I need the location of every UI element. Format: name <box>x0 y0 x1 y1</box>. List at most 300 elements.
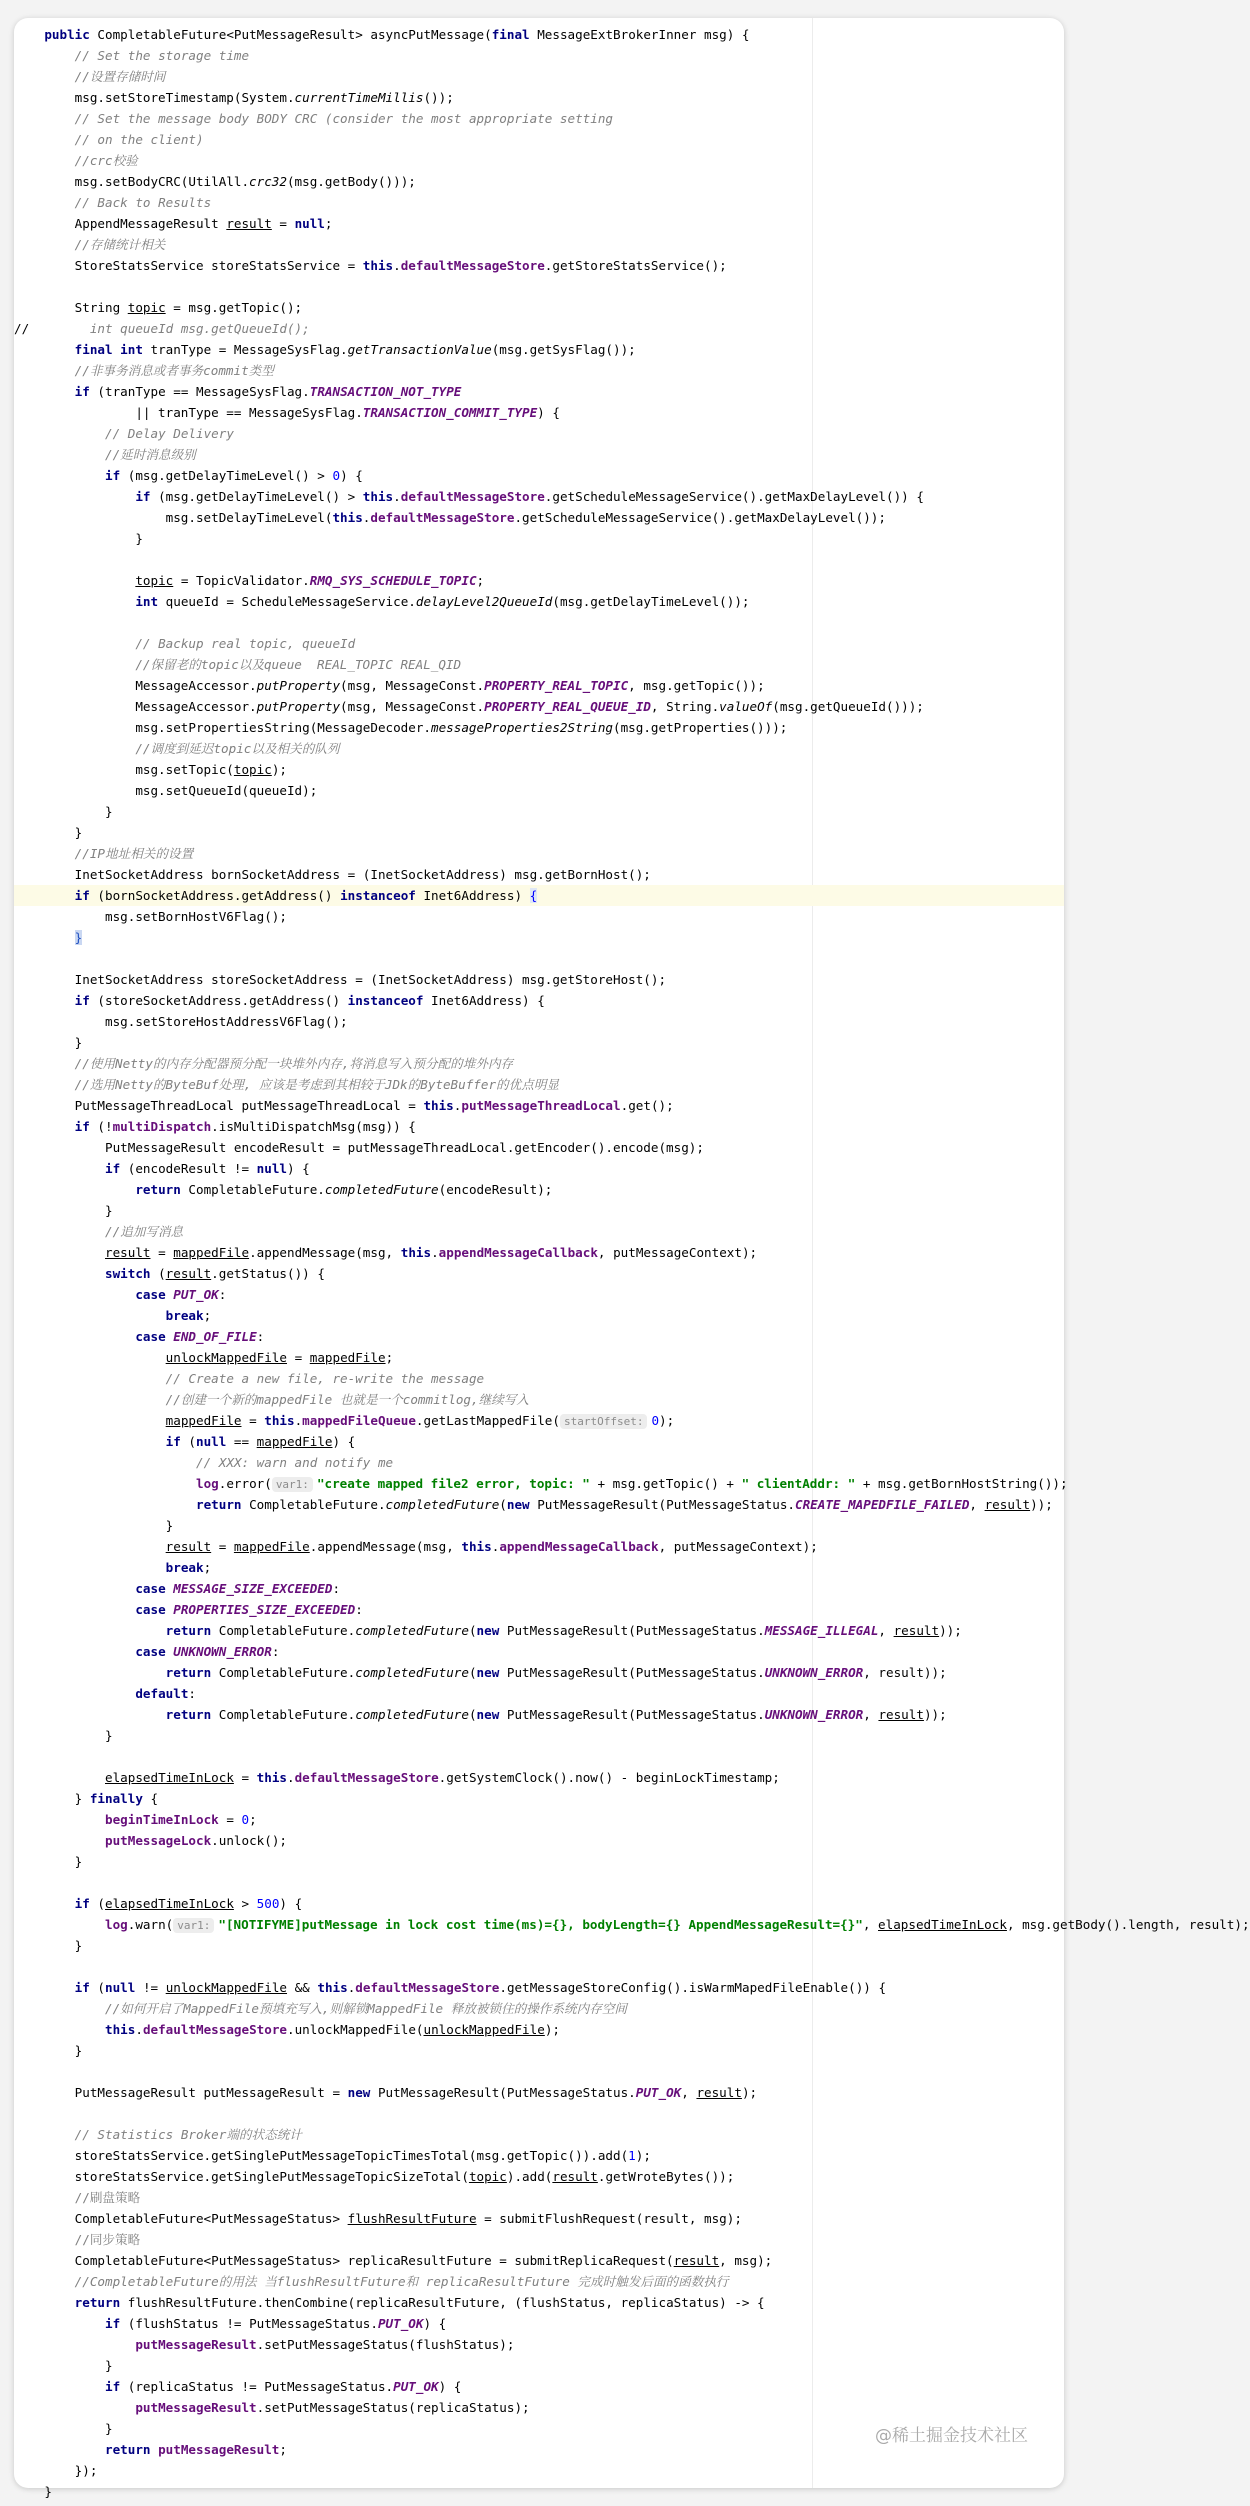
code-line[interactable] <box>14 570 1064 591</box>
code-line[interactable] <box>14 444 1064 465</box>
code-line[interactable] <box>14 1305 1064 1326</box>
code-line[interactable] <box>14 2229 1064 2250</box>
code-token: . <box>135 2022 143 2037</box>
code-token: = <box>233 1770 257 1785</box>
code-token: topic <box>233 762 272 777</box>
code-line[interactable] <box>14 213 1064 234</box>
code-token: new <box>476 1665 507 1680</box>
code-token: . <box>347 1980 356 1995</box>
code-token: END_OF_FILE <box>173 1329 257 1344</box>
code-token: new <box>476 1707 507 1722</box>
code-token <box>14 2337 135 2352</box>
code-token: PUT_OK <box>173 1287 219 1302</box>
code-token: delayLevel2QueueId <box>415 594 553 609</box>
code-token: if <box>105 1161 128 1176</box>
code-token: this <box>317 1980 348 1995</box>
code-token: )); <box>1030 1497 1053 1512</box>
code-token: instanceof <box>347 993 432 1008</box>
code-token <box>14 2022 105 2037</box>
code-line[interactable] <box>14 1998 1064 2019</box>
code-line[interactable] <box>14 1557 1064 1578</box>
code-line[interactable] <box>14 1284 1064 1305</box>
code-token: if <box>74 384 98 399</box>
code-token: null <box>196 1434 234 1449</box>
code-token: Inet6Address) { <box>431 993 545 1008</box>
code-line[interactable] <box>14 1683 1064 1704</box>
code-token: . <box>393 258 401 273</box>
code-line[interactable] <box>14 717 1064 738</box>
code-token: beginTimeInLock <box>105 1812 219 1827</box>
code-token <box>14 1476 196 1491</box>
code-token: null <box>105 1980 143 1995</box>
code-token: , <box>862 1917 879 1932</box>
code-token: (msg.getBody())); <box>286 174 416 189</box>
code-line[interactable] <box>14 507 1064 528</box>
code-line[interactable] <box>14 339 1064 360</box>
code-line[interactable] <box>14 2208 1064 2229</box>
code-token: int queueId msg.getQueueId(); <box>29 321 310 336</box>
code-token: (msg.getDelayTimeLevel() > <box>127 468 333 483</box>
code-token: mappedFile <box>256 1434 333 1449</box>
code-token: //同步策略 <box>74 2232 141 2247</box>
code-token <box>14 1224 105 1239</box>
code-token: (msg.getQueueId())); <box>772 699 924 714</box>
code-line[interactable] <box>14 1431 1064 1452</box>
code-line[interactable] <box>14 1641 1064 1662</box>
code-token <box>14 153 75 168</box>
code-line[interactable] <box>14 1200 1064 1221</box>
code-line[interactable] <box>14 738 1064 759</box>
watermark: @稀土掘金技术社区 <box>875 2426 1028 2446</box>
code-token: ); <box>271 762 287 777</box>
code-line[interactable] <box>14 1935 1064 1956</box>
code-token: . <box>453 1098 462 1113</box>
code-token <box>14 2295 75 2310</box>
code-token <box>14 1581 135 1596</box>
code-line[interactable] <box>14 1326 1064 1347</box>
code-line[interactable] <box>14 822 1064 843</box>
code-line[interactable] <box>14 1389 1064 1410</box>
code-line[interactable] <box>14 66 1064 87</box>
code-token: PUT_OK <box>635 2085 682 2100</box>
code-lines[interactable] <box>14 24 1250 2502</box>
code-token: , msg.getBody().length, result); <box>1006 1917 1250 1932</box>
code-line[interactable] <box>14 1368 1064 1389</box>
code-token <box>14 1455 196 1470</box>
code-line[interactable] <box>14 2460 1064 2481</box>
code-token: (replicaStatus != PutMessageStatus. <box>127 2379 394 2394</box>
code-line[interactable] <box>14 1914 1250 1935</box>
code-token <box>14 1980 75 1995</box>
code-token: //延时消息级别 <box>105 447 196 462</box>
code-line[interactable] <box>14 2187 1064 2208</box>
code-token: : <box>256 1329 265 1344</box>
code-line[interactable] <box>14 255 1064 276</box>
code-token <box>14 1245 105 1260</box>
code-token: CompletableFuture<PutMessageStatus> <box>14 2211 348 2226</box>
code-line[interactable] <box>14 1620 1064 1641</box>
code-line[interactable] <box>14 1116 1064 1137</box>
code-token: putMessageResult <box>135 2337 257 2352</box>
code-line[interactable] <box>14 1158 1064 1179</box>
code-token: final <box>491 27 538 42</box>
code-line[interactable] <box>14 1053 1064 1074</box>
code-token: 0 <box>241 1812 250 1827</box>
code-token: ( <box>97 1980 106 1995</box>
code-token: completedFuture <box>355 1707 469 1722</box>
code-line[interactable] <box>14 696 1064 717</box>
code-token: MESSAGE_SIZE_EXCEEDED <box>173 1581 333 1596</box>
code-token: = <box>150 1245 174 1260</box>
code-token: completedFuture <box>355 1623 469 1638</box>
code-token: InetSocketAddress storeSocketAddress = (InetSocketAddress) msg.getStoreHost(); <box>14 972 667 987</box>
code-token: msg.setQueueId(queueId); <box>14 783 318 798</box>
code-token: if <box>135 489 159 504</box>
code-token: + msg.getBornHostString()); <box>855 1476 1068 1491</box>
code-token: (msg.getProperties())); <box>613 720 788 735</box>
code-line[interactable] <box>14 780 1064 801</box>
code-token: case <box>135 1644 174 1659</box>
code-line[interactable] <box>14 2166 1064 2187</box>
code-line[interactable] <box>14 192 1064 213</box>
code-token: }); <box>14 2463 98 2478</box>
code-token: //保留老的topic以及queue REAL_TOPIC REAL_QID <box>135 657 462 672</box>
code-token: 1 <box>628 2148 636 2163</box>
code-token: defaultMessageStore <box>370 510 515 525</box>
code-line[interactable] <box>14 654 1064 675</box>
code-token: } <box>14 1728 113 1743</box>
code-line[interactable] <box>14 2061 1064 2082</box>
code-token: this <box>105 2022 136 2037</box>
code-token: PutMessageResult(PutMessageStatus. <box>377 2085 636 2100</box>
code-token: mappedFile <box>309 1350 386 1365</box>
code-line[interactable] <box>14 1221 1064 1242</box>
code-line[interactable] <box>14 864 1064 885</box>
code-line[interactable] <box>14 1872 1064 1893</box>
code-token: appendMessageCallback <box>499 1539 659 1554</box>
code-token: if <box>105 2379 128 2394</box>
code-line[interactable] <box>14 1452 1064 1473</box>
code-token: } <box>14 1035 83 1050</box>
code-token: ); <box>544 2022 560 2037</box>
code-token: InetSocketAddress bornSocketAddress = (InetSocketAddress) msg.getBornHost(); <box>14 867 651 882</box>
code-token: multiDispatch <box>112 1119 212 1134</box>
code-line[interactable] <box>14 24 1064 45</box>
code-line[interactable] <box>14 675 1064 696</box>
code-line[interactable] <box>14 402 1064 423</box>
code-line[interactable] <box>14 2376 1064 2397</box>
code-token: defaultMessageStore <box>142 2022 287 2037</box>
code-line[interactable] <box>14 108 1064 129</box>
code-line[interactable] <box>14 1074 1064 1095</box>
code-token: ) { <box>537 405 560 420</box>
code-line[interactable] <box>14 1410 1064 1431</box>
code-token: case <box>135 1602 174 1617</box>
code-token: , String. <box>650 699 720 714</box>
code-token: PutMessageResult(PutMessageStatus. <box>537 1497 796 1512</box>
code-token: CompletableFuture. <box>188 1182 325 1197</box>
code-token: ( <box>499 1497 507 1512</box>
code-token <box>14 1665 166 1680</box>
code-token: defaultMessageStore <box>294 1770 439 1785</box>
code-line[interactable] <box>14 2355 1064 2376</box>
code-token <box>14 111 75 126</box>
code-token <box>14 489 135 504</box>
code-token: Inet6Address) <box>423 888 530 903</box>
code-token: = msg.getTopic(); <box>165 300 303 315</box>
code-token: .setPutMessageStatus(flushStatus); <box>256 2337 515 2352</box>
code-token: msg.setBornHostV6Flag(); <box>14 909 287 924</box>
code-token: PROPERTY_REAL_QUEUE_ID <box>484 699 651 714</box>
code-token: PutMessageResult(PutMessageStatus. <box>506 1665 765 1680</box>
code-line[interactable] <box>14 528 1064 549</box>
code-token: // Set the message body BODY CRC (consider the most appropriate setting <box>74 111 613 126</box>
code-line[interactable] <box>14 1494 1064 1515</box>
code-line[interactable] <box>14 633 1064 654</box>
code-token <box>14 1392 166 1407</box>
code-line[interactable] <box>14 1536 1064 1557</box>
code-token: ); <box>659 1413 675 1428</box>
code-line[interactable] <box>14 486 1064 507</box>
code-token <box>14 1077 75 1092</box>
code-line[interactable] <box>14 318 1064 339</box>
code-line[interactable] <box>14 423 1064 444</box>
code-token: currentTimeMillis <box>294 90 424 105</box>
code-token: ) { <box>279 1896 303 1911</box>
code-line[interactable] <box>14 2145 1064 2166</box>
code-line[interactable] <box>14 2103 1064 2124</box>
code-token: , putMessageContext); <box>658 1539 818 1554</box>
code-token: putProperty <box>256 678 341 693</box>
code-token: : <box>218 1287 227 1302</box>
code-line[interactable] <box>14 843 1064 864</box>
code-token <box>14 1266 105 1281</box>
code-line[interactable] <box>14 1788 1064 1809</box>
code-line[interactable] <box>14 2334 1064 2355</box>
code-line[interactable] <box>14 1746 1064 1767</box>
code-token: //如何开启了MappedFile预填充写入,则解锁MappedFile 释放被锁住的操作系统内存空间 <box>105 2001 628 2016</box>
code-token: this <box>461 1539 492 1554</box>
code-line[interactable] <box>14 1809 1064 1830</box>
code-token: result <box>165 1539 212 1554</box>
code-token: } <box>14 825 83 840</box>
code-token: new <box>476 1623 507 1638</box>
code-token: = <box>271 216 295 231</box>
code-token: , result)); <box>863 1665 947 1680</box>
code-token: ) { <box>332 1434 356 1449</box>
code-line[interactable] <box>14 990 1064 1011</box>
code-token: instanceof <box>340 888 424 903</box>
code-token <box>14 1056 75 1071</box>
code-line[interactable] <box>14 948 1064 969</box>
code-token: ( <box>468 1665 477 1680</box>
code-line[interactable] <box>14 1956 1064 1977</box>
code-token: putMessageResult <box>158 2442 280 2457</box>
code-line[interactable] <box>14 2040 1064 2061</box>
code-line[interactable] <box>14 150 1064 171</box>
code-token: : <box>332 1581 341 1596</box>
code-token: //CompletableFuture的用法 当flushResultFuture和 replicaResultFuture 完成时触发后面的函数执行 <box>74 2274 729 2289</box>
code-token: if <box>74 888 98 903</box>
code-token <box>14 573 135 588</box>
code-line[interactable] <box>14 2292 1064 2313</box>
code-token: this <box>264 1413 295 1428</box>
code-token: = <box>241 1413 265 1428</box>
code-token: mappedFile <box>173 1245 250 1260</box>
code-token: null <box>256 1161 287 1176</box>
code-token: ; <box>385 1350 394 1365</box>
code-token: mappedFile <box>165 1413 242 1428</box>
parameter-hint: startOffset: <box>560 1414 647 1429</box>
code-line[interactable] <box>14 129 1064 150</box>
code-token: public <box>44 27 98 42</box>
code-token <box>14 1560 166 1575</box>
code-line[interactable] <box>14 1242 1064 1263</box>
code-token <box>14 1602 135 1617</box>
code-token: } <box>14 2421 113 2436</box>
code-token: // Create a new file, re-write the message <box>165 1371 485 1386</box>
code-token <box>14 636 135 651</box>
code-line[interactable] <box>14 87 1064 108</box>
code-line[interactable] <box>14 1347 1064 1368</box>
code-line[interactable] <box>14 1179 1064 1200</box>
code-token <box>14 741 135 756</box>
code-line[interactable] <box>14 360 1064 381</box>
code-line[interactable] <box>14 1473 1068 1494</box>
code-token: if <box>74 1119 98 1134</box>
code-line[interactable] <box>14 2481 1064 2502</box>
code-token: if <box>105 468 128 483</box>
code-token <box>14 1539 166 1554</box>
code-token: //存储统计相关 <box>74 237 166 252</box>
code-token: .getMessageStoreConfig().isWarmMapedFileEnable()) { <box>499 1980 887 1995</box>
code-token: putMessageThreadLocal <box>461 1098 621 1113</box>
code-token: msg.setBodyCRC(UtilAll. <box>14 174 250 189</box>
code-token <box>14 1413 166 1428</box>
code-line[interactable] <box>14 801 1064 822</box>
code-line[interactable] <box>14 1767 1064 1788</box>
code-token: tranType = MessageSysFlag. <box>150 342 348 357</box>
code-line[interactable] <box>14 2313 1064 2334</box>
code-line[interactable] <box>14 1011 1064 1032</box>
code-token: // Backup real topic, queueId <box>135 636 356 651</box>
code-token <box>14 69 75 84</box>
code-line[interactable] <box>14 1851 1064 1872</box>
code-token: UNKNOWN_ERROR <box>764 1707 864 1722</box>
code-token: PROPERTY_REAL_TOPIC <box>484 678 629 693</box>
code-token: MESSAGE_ILLEGAL <box>764 1623 879 1638</box>
code-token <box>14 2001 105 2016</box>
code-line[interactable] <box>14 297 1064 318</box>
code-token: : <box>188 1686 196 1701</box>
code-line[interactable] <box>14 1704 1064 1725</box>
code-line[interactable] <box>14 612 1064 633</box>
code-token: return <box>135 1182 189 1197</box>
code-token: queueId = ScheduleMessageService. <box>165 594 416 609</box>
code-token: ).add( <box>506 2169 553 2184</box>
code-line[interactable] <box>14 465 1064 486</box>
code-line[interactable] <box>14 927 1064 948</box>
code-line[interactable] <box>14 171 1064 192</box>
code-token: completedFuture <box>324 1182 439 1197</box>
code-token <box>14 1329 135 1344</box>
code-line[interactable] <box>14 885 1064 906</box>
code-line[interactable] <box>14 234 1064 255</box>
code-token: defaultMessageStore <box>400 258 545 273</box>
code-line[interactable] <box>14 2271 1064 2292</box>
code-token: CREATE_MAPEDFILE_FAILED <box>795 1497 970 1512</box>
code-token: .getScheduleMessageService().getMaxDelayLevel()) { <box>544 489 924 504</box>
code-line[interactable] <box>14 906 1064 927</box>
code-token: result <box>984 1497 1031 1512</box>
code-line[interactable] <box>14 1725 1064 1746</box>
code-token: case <box>135 1581 174 1596</box>
code-line[interactable] <box>14 1830 1064 1851</box>
code-token: return <box>165 1623 219 1638</box>
code-token: log <box>195 1476 219 1491</box>
code-token: ); <box>741 2085 758 2100</box>
code-token <box>14 1497 196 1512</box>
code-line[interactable] <box>14 276 1064 297</box>
code-line[interactable] <box>14 2082 1064 2103</box>
code-line[interactable] <box>14 2397 1064 2418</box>
code-token <box>14 2232 75 2247</box>
code-line[interactable] <box>14 759 1064 780</box>
code-token: //IP地址相关的设置 <box>74 846 194 861</box>
code-token: result <box>893 1623 940 1638</box>
code-token: { <box>529 888 538 903</box>
code-token: .getSystemClock().now() - beginLockTimestamp; <box>438 1770 780 1785</box>
code-token: 500 <box>256 1896 280 1911</box>
code-token: = <box>211 1539 234 1554</box>
code-token: if <box>165 1434 189 1449</box>
code-line[interactable] <box>14 1095 1064 1116</box>
code-line[interactable] <box>14 1662 1064 1683</box>
code-token: . <box>362 510 371 525</box>
code-line[interactable] <box>14 45 1064 66</box>
code-token: . <box>287 1770 295 1785</box>
code-token: } <box>14 2043 83 2058</box>
code-line[interactable] <box>14 1578 1064 1599</box>
code-line[interactable] <box>14 1977 1064 1998</box>
code-line[interactable] <box>14 549 1064 570</box>
code-token: storeStatsService.getSinglePutMessageTopicSizeTotal( <box>14 2169 469 2184</box>
code-token: topic <box>468 2169 507 2184</box>
code-token: ) { <box>340 468 363 483</box>
code-line[interactable] <box>14 1515 1064 1536</box>
code-line[interactable] <box>14 591 1064 612</box>
code-line[interactable] <box>14 1599 1064 1620</box>
code-token: ( <box>188 1434 196 1449</box>
code-line[interactable] <box>14 1263 1064 1284</box>
code-line[interactable] <box>14 1032 1064 1053</box>
code-token <box>14 48 75 63</box>
code-token: getTransactionValue <box>347 342 492 357</box>
code-line[interactable] <box>14 1137 1064 1158</box>
code-line[interactable] <box>14 2250 1064 2271</box>
code-token: ) { <box>423 2316 447 2331</box>
code-line[interactable] <box>14 2019 1064 2040</box>
code-token <box>14 342 75 357</box>
code-token: defaultMessageStore <box>400 489 545 504</box>
code-token: 0 <box>651 1413 660 1428</box>
code-line[interactable] <box>14 969 1064 990</box>
code-token: //追加写消息 <box>105 1224 184 1239</box>
code-line[interactable] <box>14 381 1064 402</box>
code-token: } <box>14 2484 52 2499</box>
code-line[interactable] <box>14 1893 1064 1914</box>
code-line[interactable] <box>14 2124 1064 2145</box>
